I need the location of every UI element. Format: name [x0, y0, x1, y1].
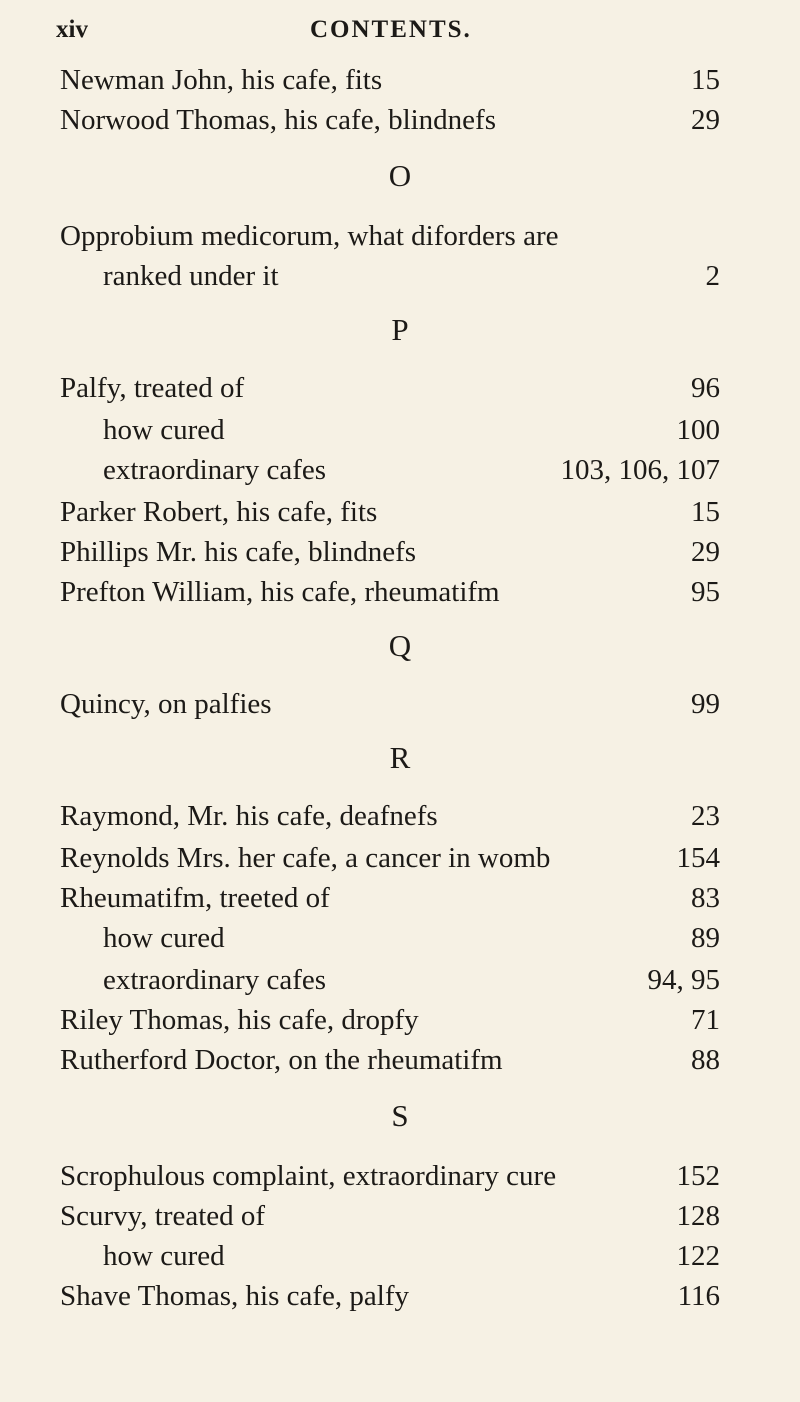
index-entry	[60, 368, 720, 408]
entry-label: Phillips Mr. his cafe, blindnefs	[60, 536, 417, 568]
page-number: xiv	[56, 16, 88, 43]
entry-pages: 99	[691, 688, 720, 720]
entry-label: Reynolds Mrs. her cafe, a cancer in womb	[60, 842, 551, 874]
index-entry	[60, 796, 720, 836]
entry-pages: 152	[676, 1160, 720, 1192]
section-letter-r: R	[389, 740, 411, 775]
entry-label: Raymond, Mr. his cafe, deafnefs	[60, 800, 438, 832]
entry-pages: 15	[691, 496, 720, 528]
entry-pages: 29	[691, 536, 720, 568]
section-letter-o: O	[388, 158, 412, 193]
entry-label: how cured	[103, 922, 225, 954]
entry-label: Opprobium medicorum, what diforders are	[60, 220, 559, 252]
entry-pages: 88	[691, 1044, 720, 1076]
entry-label: ranked under it	[103, 260, 279, 292]
entry-label: how cured	[103, 1240, 225, 1272]
index-entry	[103, 1236, 720, 1276]
index-entry	[60, 1196, 720, 1236]
entry-pages: 122	[676, 1240, 720, 1272]
section-letter-p: P	[391, 312, 409, 347]
entry-label: Riley Thomas, his cafe, dropfy	[60, 1004, 419, 1036]
index-entry	[60, 572, 720, 612]
entry-pages: 23	[691, 800, 720, 832]
index-entry	[103, 410, 720, 450]
entry-label: Newman John, his cafe, fits	[60, 64, 383, 96]
entry-pages: 94, 95	[647, 964, 720, 996]
entry-label: Parker Robert, his cafe, fits	[60, 496, 378, 528]
entry-pages: 128	[676, 1200, 720, 1232]
section-letter-s: S	[391, 1098, 409, 1133]
page-header	[0, 8, 800, 48]
entry-label: extraordinary cafes	[103, 964, 327, 996]
index-entry	[60, 878, 720, 918]
entry-label: Norwood Thomas, his cafe, blindnefs	[60, 104, 496, 136]
index-entry	[103, 918, 720, 958]
entry-label: Scurvy, treated of	[60, 1200, 266, 1232]
entry-pages: 116	[677, 1280, 720, 1312]
index-entry	[60, 60, 720, 100]
entry-label: extraordinary cafes	[103, 454, 327, 486]
index-entry	[60, 1000, 720, 1040]
entry-label: Rutherford Doctor, on the rheumatifm	[60, 1044, 503, 1076]
entry-label: Rheumatifm, treeted of	[60, 882, 330, 914]
index-entry	[60, 1040, 720, 1080]
section-letter-q: Q	[388, 628, 412, 663]
entry-pages: 15	[691, 64, 720, 96]
entry-label: how cured	[103, 414, 225, 446]
index-entry	[60, 1156, 720, 1196]
entry-label: Shave Thomas, his cafe, palfy	[60, 1280, 409, 1312]
index-entry	[103, 256, 720, 296]
entry-pages: 89	[691, 922, 720, 954]
index-entry	[60, 100, 720, 140]
index-entry	[60, 684, 720, 724]
entry-pages: 71	[691, 1004, 720, 1036]
entry-label: Prefton William, his cafe, rheumatifm	[60, 576, 500, 608]
entry-pages: 29	[691, 104, 720, 136]
index-entry	[103, 450, 720, 490]
index-entry	[103, 960, 720, 1000]
running-head: CONTENTS.	[310, 16, 472, 43]
index-entry	[60, 492, 720, 532]
entry-pages: 96	[691, 372, 720, 404]
entry-label: Palfy, treated of	[60, 372, 245, 404]
entry-pages: 83	[691, 882, 720, 914]
index-entry	[60, 216, 750, 256]
entry-label: Scrophulous complaint, extraordinary cure	[60, 1160, 557, 1192]
entry-pages: 100	[676, 414, 720, 446]
entry-pages: 103, 106, 107	[560, 454, 720, 486]
entry-pages: 154	[676, 842, 720, 874]
entry-label: Quincy, on palfies	[60, 688, 272, 720]
index-entry	[60, 838, 720, 878]
index-entry	[60, 532, 720, 572]
index-entry	[60, 1276, 720, 1316]
entry-pages: 2	[705, 260, 720, 292]
entry-pages: 95	[691, 576, 720, 608]
